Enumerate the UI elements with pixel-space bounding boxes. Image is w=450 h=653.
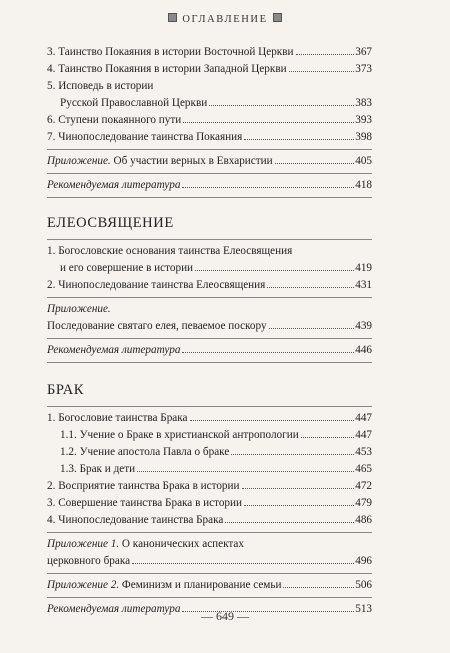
- toc-entry[interactable]: 4. Чинопоследование таинства Брака 486: [47, 514, 372, 526]
- divider: [47, 573, 372, 574]
- dot-leader: [269, 328, 355, 329]
- dot-leader: [231, 454, 354, 455]
- toc-entry[interactable]: 6. Ступени покаянного пути 393: [47, 114, 372, 126]
- toc-entry[interactable]: 5. Исповедь в истории Русской Православной Церкви 383: [47, 80, 372, 109]
- dot-leader: [267, 287, 354, 288]
- divider: [47, 362, 372, 363]
- toc-entry[interactable]: 1. Богословие таинства Брака 447: [47, 412, 372, 424]
- toc-entry[interactable]: 3. Совершение таинства Брака в истории 479: [47, 497, 372, 509]
- toc-section-penance: [47, 44, 372, 198]
- divider: [47, 297, 372, 298]
- dot-leader: [244, 505, 354, 506]
- dot-leader: [190, 420, 355, 421]
- toc-entry[interactable]: 2. Восприятие таинства Брака в истории 472: [47, 480, 372, 492]
- toc-appendix[interactable]: Приложение. Последование святаго елея, певаемое поскору 439: [47, 303, 372, 332]
- toc-section-marriage: [47, 382, 372, 618]
- toc-entry[interactable]: 2. Чинопоследование таинства Елеосвящения 431: [47, 279, 372, 291]
- divider: [47, 338, 372, 339]
- dot-leader: [195, 270, 354, 271]
- toc-appendix[interactable]: Приложение. Об участии верных в Евхаристии 405: [47, 155, 372, 167]
- toc-literature[interactable]: Рекомендуемая литература 418: [47, 179, 372, 191]
- divider: [47, 197, 372, 198]
- toc-entry[interactable]: 4. Таинство Покаяния в истории Западной Церкви 373: [47, 63, 372, 75]
- dot-leader: [182, 352, 354, 353]
- divider: [47, 149, 372, 150]
- toc-literature[interactable]: Рекомендуемая литература 513: [47, 603, 372, 615]
- toc-entry[interactable]: 1. Богословские основания таинства Елеосвящения и его совершение в истории 419: [47, 245, 372, 274]
- square-ornament-icon: [168, 13, 177, 22]
- toc-appendix[interactable]: Приложение 2. Феминизм и планирование семьи 506: [47, 579, 372, 591]
- dot-leader: [301, 437, 355, 438]
- toc-section-unction: [47, 215, 372, 363]
- divider: [47, 406, 372, 407]
- dot-leader: [275, 163, 355, 164]
- divider: [47, 239, 372, 240]
- dot-leader: [182, 187, 354, 188]
- toc-subentry[interactable]: 1.3. Брак и дети 465: [60, 463, 372, 475]
- toc-subentry[interactable]: 1.2. Учение апостола Павла о браке 453: [60, 446, 372, 458]
- divider: [47, 532, 372, 533]
- header-title: ОГЛАВЛЕНИЕ: [182, 14, 268, 25]
- toc-literature[interactable]: Рекомендуемая литература 446: [47, 344, 372, 356]
- dot-leader: [244, 139, 354, 140]
- page-number: — 649 —: [201, 609, 249, 623]
- dot-leader: [183, 122, 354, 123]
- toc-entry[interactable]: 3. Таинство Покаяния в истории Восточной Церкви 367: [47, 46, 372, 58]
- dot-leader: [283, 587, 354, 588]
- square-ornament-icon: [273, 13, 282, 22]
- toc-page: [47, 44, 372, 618]
- dot-leader: [132, 563, 354, 564]
- dot-leader: [296, 54, 355, 55]
- toc-subentry[interactable]: 1.1. Учение о Браке в христианской антропологии 447: [60, 429, 372, 441]
- divider: [47, 597, 372, 598]
- section-title[interactable]: ЕЛЕОСВЯЩЕНИЕ: [47, 215, 174, 231]
- dot-leader: [289, 71, 355, 72]
- divider: [47, 173, 372, 174]
- running-header: [0, 13, 450, 25]
- toc-appendix[interactable]: Приложение 1. О канонических аспектах церковного брака 496: [47, 538, 372, 567]
- dot-leader: [225, 522, 354, 523]
- dot-leader: [137, 471, 354, 472]
- dot-leader: [209, 105, 354, 106]
- toc-entry[interactable]: 7. Чинопоследование таинства Покаяния 398: [47, 131, 372, 143]
- dot-leader: [242, 488, 355, 489]
- section-title[interactable]: БРАК: [47, 382, 85, 398]
